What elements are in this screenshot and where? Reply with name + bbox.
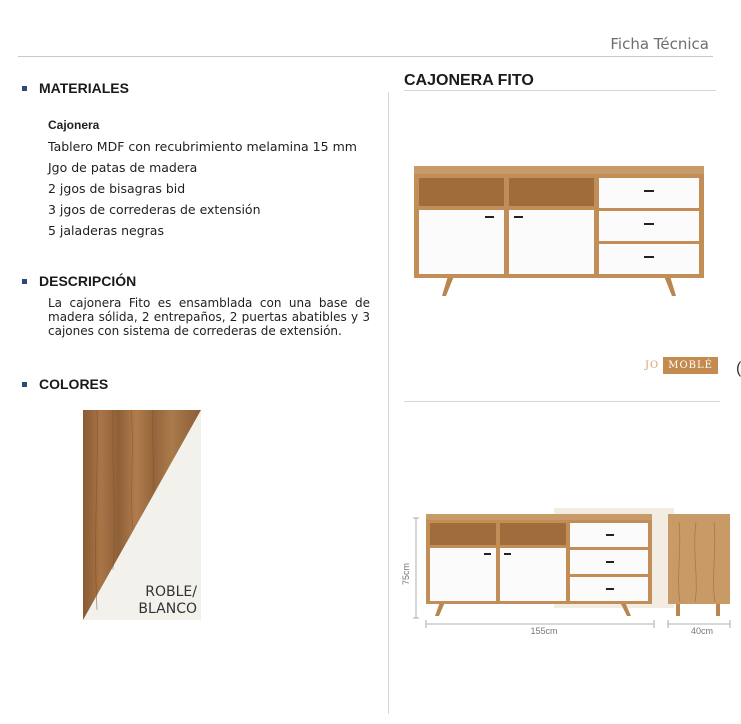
square-bullet-icon: [22, 86, 27, 91]
descripcion-text: La cajonera Fito es ensamblada con una base de madera sólida, 2 entrepaños, 2 puertas abatibles y 3 cajones con sistema de correderas de extensión.: [48, 296, 370, 338]
cut-off-glyph: (: [736, 360, 741, 377]
cajonera-product-image: [414, 166, 704, 296]
materiales-list: [48, 115, 357, 241]
square-bullet-icon: [22, 382, 27, 387]
descripcion-heading-text: DESCRIPCIÓN: [39, 273, 137, 289]
list-item: Jgo de patas de madera: [48, 160, 198, 175]
column-divider: [388, 92, 389, 714]
dimensions-drawing: [401, 508, 734, 638]
materiales-heading: [22, 80, 129, 96]
color-swatch-roble-blanco: [83, 410, 201, 620]
title-divider: [404, 90, 716, 91]
list-item: 3 jgos de correderas de extensión: [48, 202, 261, 217]
swatch-label-line1: ROBLE/: [145, 584, 197, 600]
square-bullet-icon: [22, 279, 27, 284]
descripcion-heading: [22, 273, 136, 289]
product-title: CAJONERA FITO: [404, 72, 534, 89]
document-title: Ficha Técnica: [610, 35, 709, 53]
section-divider: [404, 401, 720, 402]
swatch-label: [138, 584, 197, 618]
brand-prefix: JO: [645, 360, 660, 371]
list-item: 2 jgos de bisagras bid: [48, 181, 186, 196]
header-divider: [18, 56, 713, 57]
dimension-width-label: 155cm: [530, 626, 558, 636]
dimension-height-label: 75cm: [401, 562, 411, 586]
colores-heading-text: COLORES: [39, 376, 109, 392]
list-item: Tablero MDF con recubrimiento melamina 15 mm: [48, 139, 357, 154]
brand-name: MOBLÉ: [663, 357, 718, 374]
swatch-label-line2: BLANCO: [138, 601, 197, 617]
dimension-depth-label: 40cm: [690, 626, 714, 636]
brand-logo: [645, 357, 718, 374]
list-item: 5 jaladeras negras: [48, 223, 164, 238]
materiales-subheading: Cajonera: [48, 118, 100, 132]
colores-heading: [22, 376, 108, 392]
materiales-heading-text: MATERIALES: [39, 80, 129, 96]
